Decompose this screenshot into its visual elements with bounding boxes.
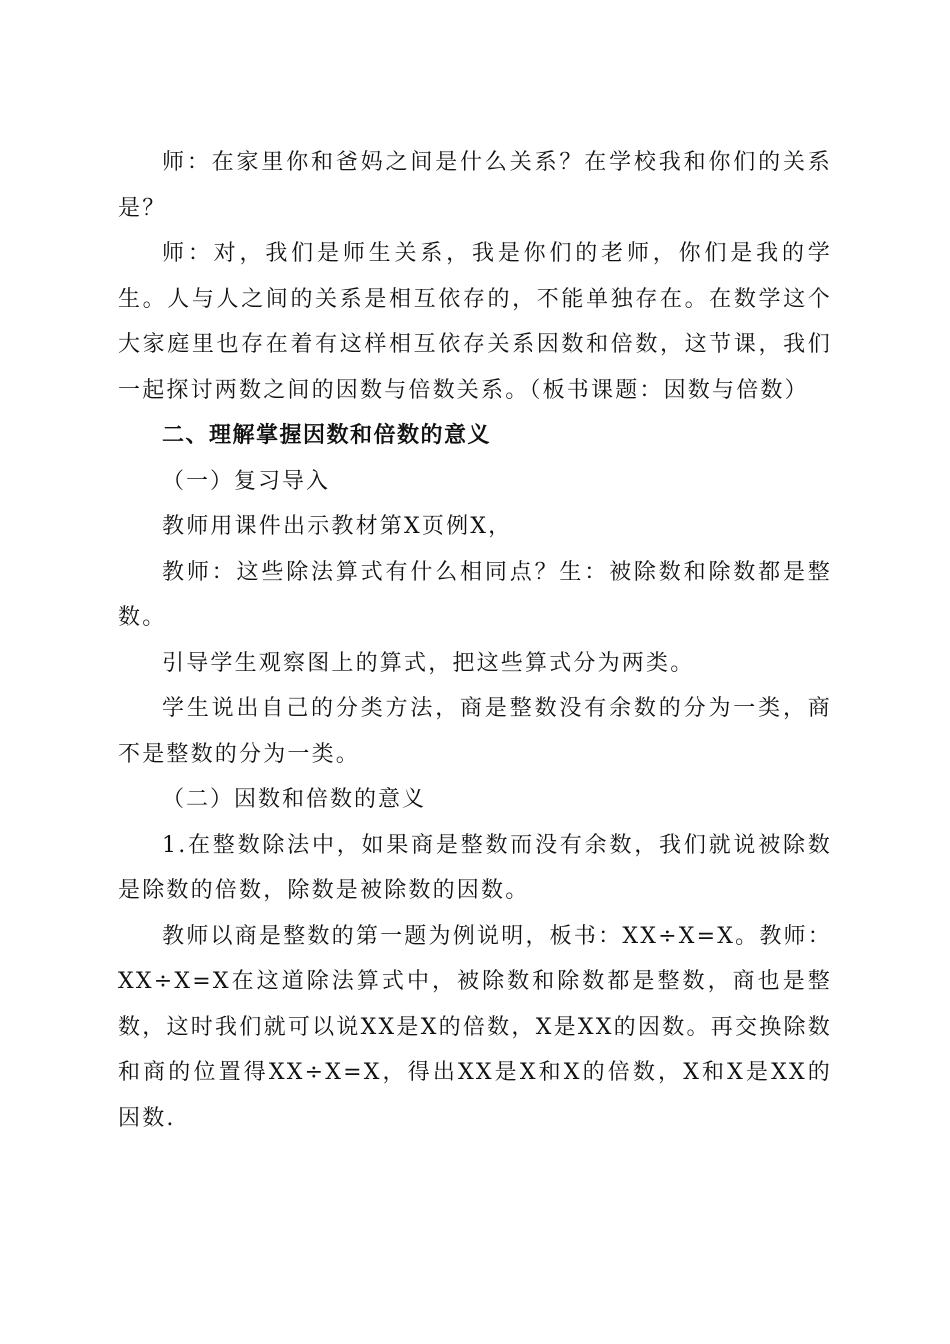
paragraph-teacher-question: 师：在家里你和爸妈之间是什么关系？在学校我和你们的关系是？ (118, 150, 832, 221)
document-body (118, 140, 832, 1141)
paragraph-classify: 引导学生观察图上的算式，把这些算式分为两类。 (162, 650, 695, 676)
paragraph-courseware: 教师用课件出示教材第X页例X， (162, 514, 513, 539)
section-heading: 二、理解掌握因数和倍数的意义 (162, 423, 492, 448)
paragraph-student-method: 学生说出自己的分类方法，商是整数没有余数的分为一类，商不是整数的分为一类。 (118, 696, 832, 767)
subsection-heading-meaning: （二）因数和倍数的意义 (162, 787, 427, 812)
paragraph-definition: 1.在整数除法中，如果商是整数而没有余数，我们就说被除数是除数的倍数，除数是被除数的因数。 (118, 832, 832, 903)
subsection-heading-review: （一）复习导入 (162, 468, 331, 494)
paragraph-common-points: 教师：这些除法算式有什么相同点？生：被除数和除数都是整数。 (118, 559, 832, 630)
paragraph-example: 教师以商是整数的第一题为例说明，板书：XX÷X=X。教师：XX÷X=X在这道除法算式中，被除数和除数都是整数，商也是整数，这时我们就可以说XX是X的倍数，X是XX的因数。再交换除数和商的位置得XX÷X=X，得出XX是X和X的倍数，X和X是XX的因数. (118, 923, 832, 1131)
paragraph-teacher-intro: 师：对，我们是师生关系，我是你们的老师，你们是我的学生。人与人之间的关系是相互依存的，不能单独存在。在数学这个大家庭里也存在着有这样相互依存关系因数和倍数，这节课，我们一起探讨两数之间的因数与倍数关系。（板书课题：因数与倍数） (118, 241, 832, 403)
